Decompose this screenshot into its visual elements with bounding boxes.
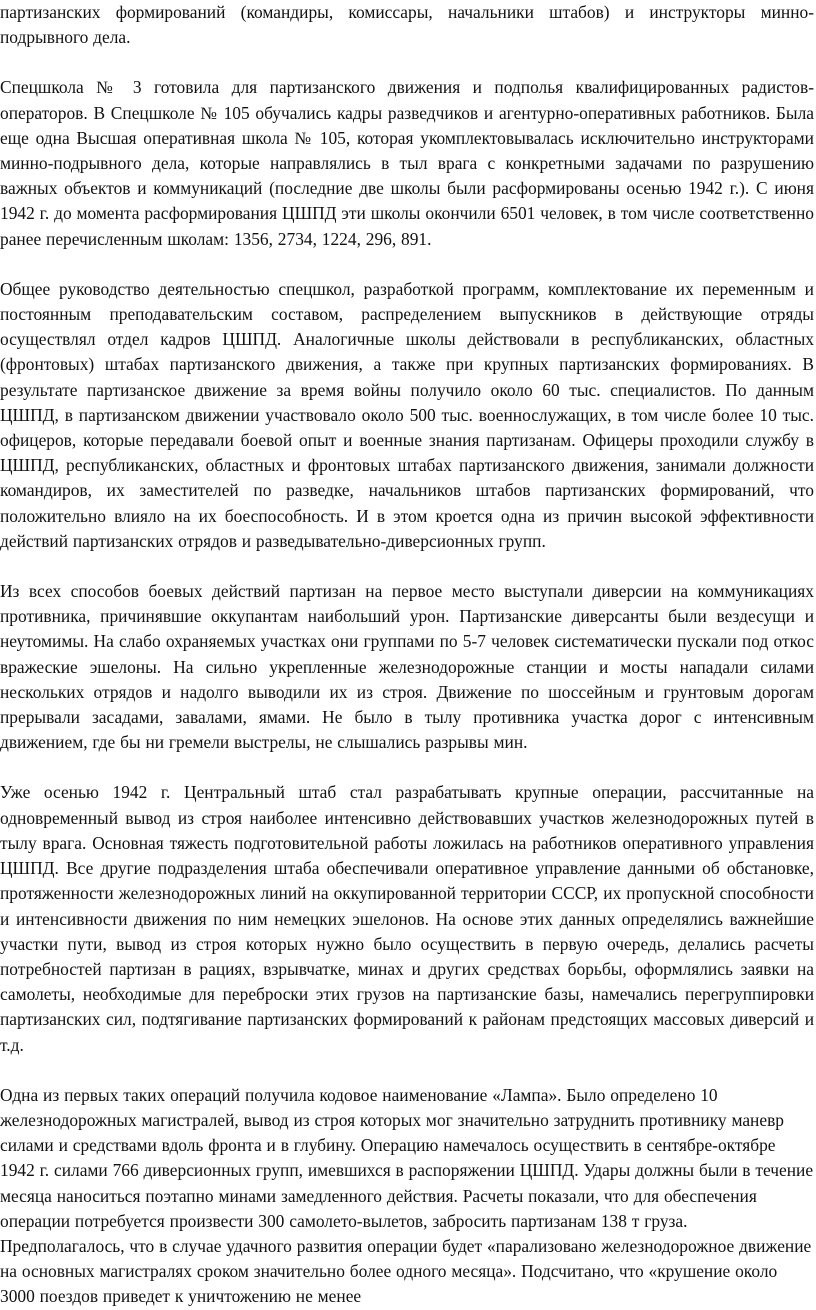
paragraph-special-schools: Спецшкола № 3 готовила для партизанского движения и подполья квалифицированных радистов-операторов. В Спецшколе № 105 обучались кадры разведчиков и агентурно-оперативных работников. Была еще одна Высшая оперативная школа № 105, которая укомплектовывалась исключительно инструкторами минно-подрывного дела, которые направлялись в тыл врага с конкретными задачами по разрушению важных объектов и коммуникаций (последние две школы были расформированы осенью 1942 г.). С июня 1942 г. до момента расформирования ЦШПД эти школы окончили 6501 человек, в том числе соответственно ранее перечисленным школам: 1356, 2734, 1224, 296, 891. — [0, 77, 814, 249]
paragraph-sabotage: Из всех способов боевых действий партизан на первое место выступали диверсии на коммуникациях противника, причинявшие оккупантам наибольший урон. Партизанские диверсанты были вездесущи и неутомимы. На слабо охраняемых участках они группами по 5-7 человек систематически пускали под откос вражеские эшелоны. На сильно укрепленные железнодорожные станции и мосты нападали силами нескольких отрядов и надолго выводили их из строя. Движение по шоссейным и грунтовым дорогам прерывали засадами, завалами, ямами. Не было в тылу противника участка дорог с интенсивным движением, где бы ни гремели выстрелы, не слышались разрывы мин. — [0, 581, 814, 753]
paragraph-major-operations: Уже осенью 1942 г. Центральный штаб стал разрабатывать крупные операции, рассчитанные на одновременный вывод из строя наиболее интенсивно действовавших участков железнодорожных путей в тылу врага. Основная тяжесть подготовительной работы ложилась на работников оперативного управления ЦШПД. Все другие подразделения штаба обеспечивали оперативное управление данными об обстановке, протяженности железнодорожных линий на оккупированной территории СССР, их пропускной способности и интенсивности движения по ним немецких эшелонов. На основе этих данных определялись важнейшие участки пути, вывод из строя которых нужно было осуществить в первую очередь, делались расчеты потребностей партизан в рациях, взрывчатке, минах и других средствах борьбы, оформлялись заявки на самолеты, необходимые для переброски этих грузов на партизанские базы, намечались перегруппировки партизанских сил, подтягивание партизанских формирований к районам предстоящих массовых диверсий и т.д. — [0, 782, 814, 1055]
paragraph-continuation: партизанских формирований (командиры, комиссары, начальники штабов) и инструкторы минно-подрывного дела. — [0, 2, 814, 48]
paragraph-operation-lampa: Одна из первых таких операций получила кодовое наименование «Лампа». Было определено 10 железнодорожных магистралей, вывод из строя которых мог значительно затруднить противнику маневр силами и средствами вдоль фронта и в глубину. Операцию намечалось осуществить в сентябре-октябре 1942 г. силами 766 диверсионных групп, имевшихся в распоряжении ЦШПД. Удары должны были в течение месяца наноситься поэтапно минами замедленного действия. Расчеты показали, что для обеспечения операции потребуется произвести 300 самолето-вылетов, забросить партизанам 138 т груза. Предполагалось, что в случае удачного развития операции будет «парализовано железнодорожное движение на основных магистралях сроком значительно более одного месяца». Подсчитано, что «крушение около 3000 поездов приведет к уничтожению не менее — [0, 1084, 814, 1307]
paragraph-general-leadership: Общее руководство деятельностью спецшкол, разработкой программ, комплектование их переменным и постоянным преподавательским составом, распределением выпускников в действующие отряды осуществлял отдел кадров ЦШПД. Аналогичные школы действовали в республиканских, областных (фронтовых) штабах партизанского движения, а также при крупных партизанских формированиях. В результате партизанское движение за время войны получило около 60 тыс. специалистов. По данным ЦШПД, в партизанском движении участвовало около 500 тыс. военнослужащих, в том числе более 10 тыс. офицеров, которые передавали боевой опыт и военные знания партизанам. Офицеры проходили службу в ЦШПД, республиканских, областных и фронтовых штабах партизанского движения, занимали должности командиров, их заместителей по разведке, начальников штабов партизанских формирований, что положительно влияло на их боеспособность. И в этом кроется одна из причин высокой эффективности действий партизанских отрядов и разведывательно-диверсионных групп. — [0, 278, 814, 551]
